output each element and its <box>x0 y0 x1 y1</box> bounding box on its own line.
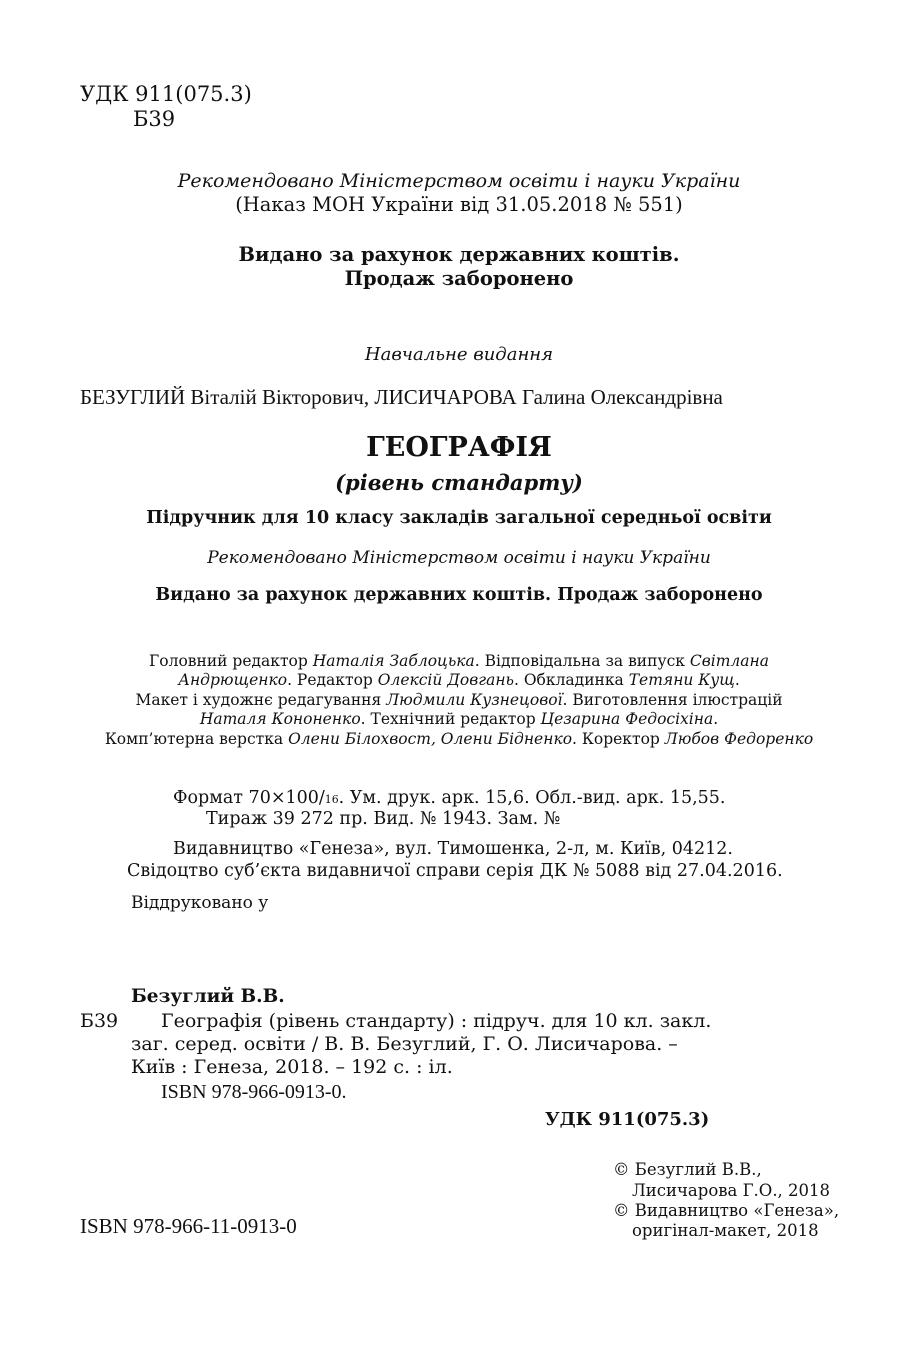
credit-role: . Редактор <box>287 671 378 689</box>
credit-punct: . <box>713 710 719 728</box>
recommendation-short: Рекомендовано Міністерством освіти і науки України <box>207 548 711 568</box>
credit-role: . Технічний редактор <box>360 710 541 728</box>
publisher-certificate: Свідоцтво суб’єкта видавничої справи серія ДК № 5088 від 27.04.2016. <box>127 861 783 881</box>
credits-line-4 <box>0 710 918 728</box>
catalog-line-3: Київ : Генеза, 2018. – 192 с. : іл. <box>131 1056 453 1078</box>
credit-role: . Коректор <box>572 730 665 748</box>
credit-role: . Виготовлення ілюстрацій <box>562 691 783 709</box>
catalog-line-2: заг. серед. освіти / В. В. Безуглий, Г. О. Лисичарова. – <box>131 1033 678 1055</box>
credits-line-1 <box>0 652 918 670</box>
credit-role: Комп’ютерна верстка <box>104 730 289 748</box>
credits-line-5 <box>0 730 918 748</box>
main-isbn: ISBN 978-966-11-0913-0 <box>80 1214 297 1238</box>
format-text: Формат 70×100/ <box>173 788 325 808</box>
print-run-line: Тираж 39 272 пр. Вид. № 1943. Зам. № <box>206 809 561 829</box>
book-title: ГЕОГРАФІЯ <box>366 432 552 463</box>
credit-person: Любов Федоренко <box>664 730 814 748</box>
copyright-line-1: © Безуглий В.В., <box>613 1160 762 1179</box>
recommendation-line: Рекомендовано Міністерством освіти і науки України <box>177 170 741 192</box>
format-line <box>173 788 726 808</box>
book-subtitle: (рівень стандарту) <box>335 470 583 495</box>
credit-punct: . <box>734 671 740 689</box>
credit-role: . Обкладинка <box>513 671 629 689</box>
catalog-line-1: Географія (рівень стандарту) : підруч. для 10 кл. закл. <box>161 1010 712 1032</box>
authors-line: БЕЗУГЛИЙ Віталій Вікторович, ЛИСИЧАРОВА Галина Олександрівна <box>80 385 723 409</box>
catalog-author: Безуглий В.В. <box>131 986 285 1007</box>
credit-person: Світлана <box>689 652 769 670</box>
udk-header: УДК 911(075.3) <box>80 82 252 106</box>
catalog-udk: УДК 911(075.3) <box>545 1109 710 1130</box>
book-description: Підручник для 10 класу закладів загальної середньої освіти <box>146 508 772 528</box>
copyright-line-4: оригінал-макет, 2018 <box>632 1221 819 1240</box>
credits-line-2 <box>0 671 918 689</box>
credit-role: . Відповідальна за випуск <box>474 652 690 670</box>
funding-short: Видано за рахунок державних коштів. Продаж заборонено <box>155 585 763 605</box>
publisher-address: Видавництво «Генеза», вул. Тимошенка, 2-л, м. Київ, 04212. <box>173 839 733 859</box>
order-line: (Наказ МОН України від 31.05.2018 № 551) <box>235 193 683 216</box>
credit-role: Головний редактор <box>149 652 313 670</box>
catalog-code: Б39 <box>80 1010 119 1032</box>
credit-person: Наталія Заблоцька <box>312 652 475 670</box>
funding-line-2: Продаж заборонено <box>344 267 574 290</box>
funding-line-1: Видано за рахунок державних коштів. <box>238 243 680 266</box>
credits-line-3 <box>0 691 918 709</box>
credit-person: Цезарина Федосіхіна <box>540 710 714 728</box>
credit-person: Олексій Довгань <box>377 671 514 689</box>
catalog-isbn: ISBN 978-966-0913-0. <box>161 1081 347 1103</box>
copyright-line-3: © Видавництво «Генеза», <box>613 1201 840 1220</box>
credit-person: Людмили Кузнецової <box>386 691 563 709</box>
credit-role: Макет і художнє редагування <box>135 691 387 709</box>
credit-person: Андрющенко <box>178 671 288 689</box>
edition-type: Навчальне видання <box>364 344 554 365</box>
printed-at: Віддруковано у <box>131 893 269 913</box>
credit-person: Тетяни Кущ <box>628 671 735 689</box>
format-fraction: 16 <box>324 793 339 806</box>
credit-person: Наталя Кононенко <box>199 710 361 728</box>
copyright-line-2: Лисичарова Г.О., 2018 <box>632 1181 831 1200</box>
catalog-code-header: Б39 <box>133 107 176 131</box>
format-text-rest: . Ум. друк. арк. 15,6. Обл.-вид. арк. 15,55. <box>338 788 726 808</box>
credit-person: Олени Білохвост, Олени Бідненко <box>288 730 573 748</box>
